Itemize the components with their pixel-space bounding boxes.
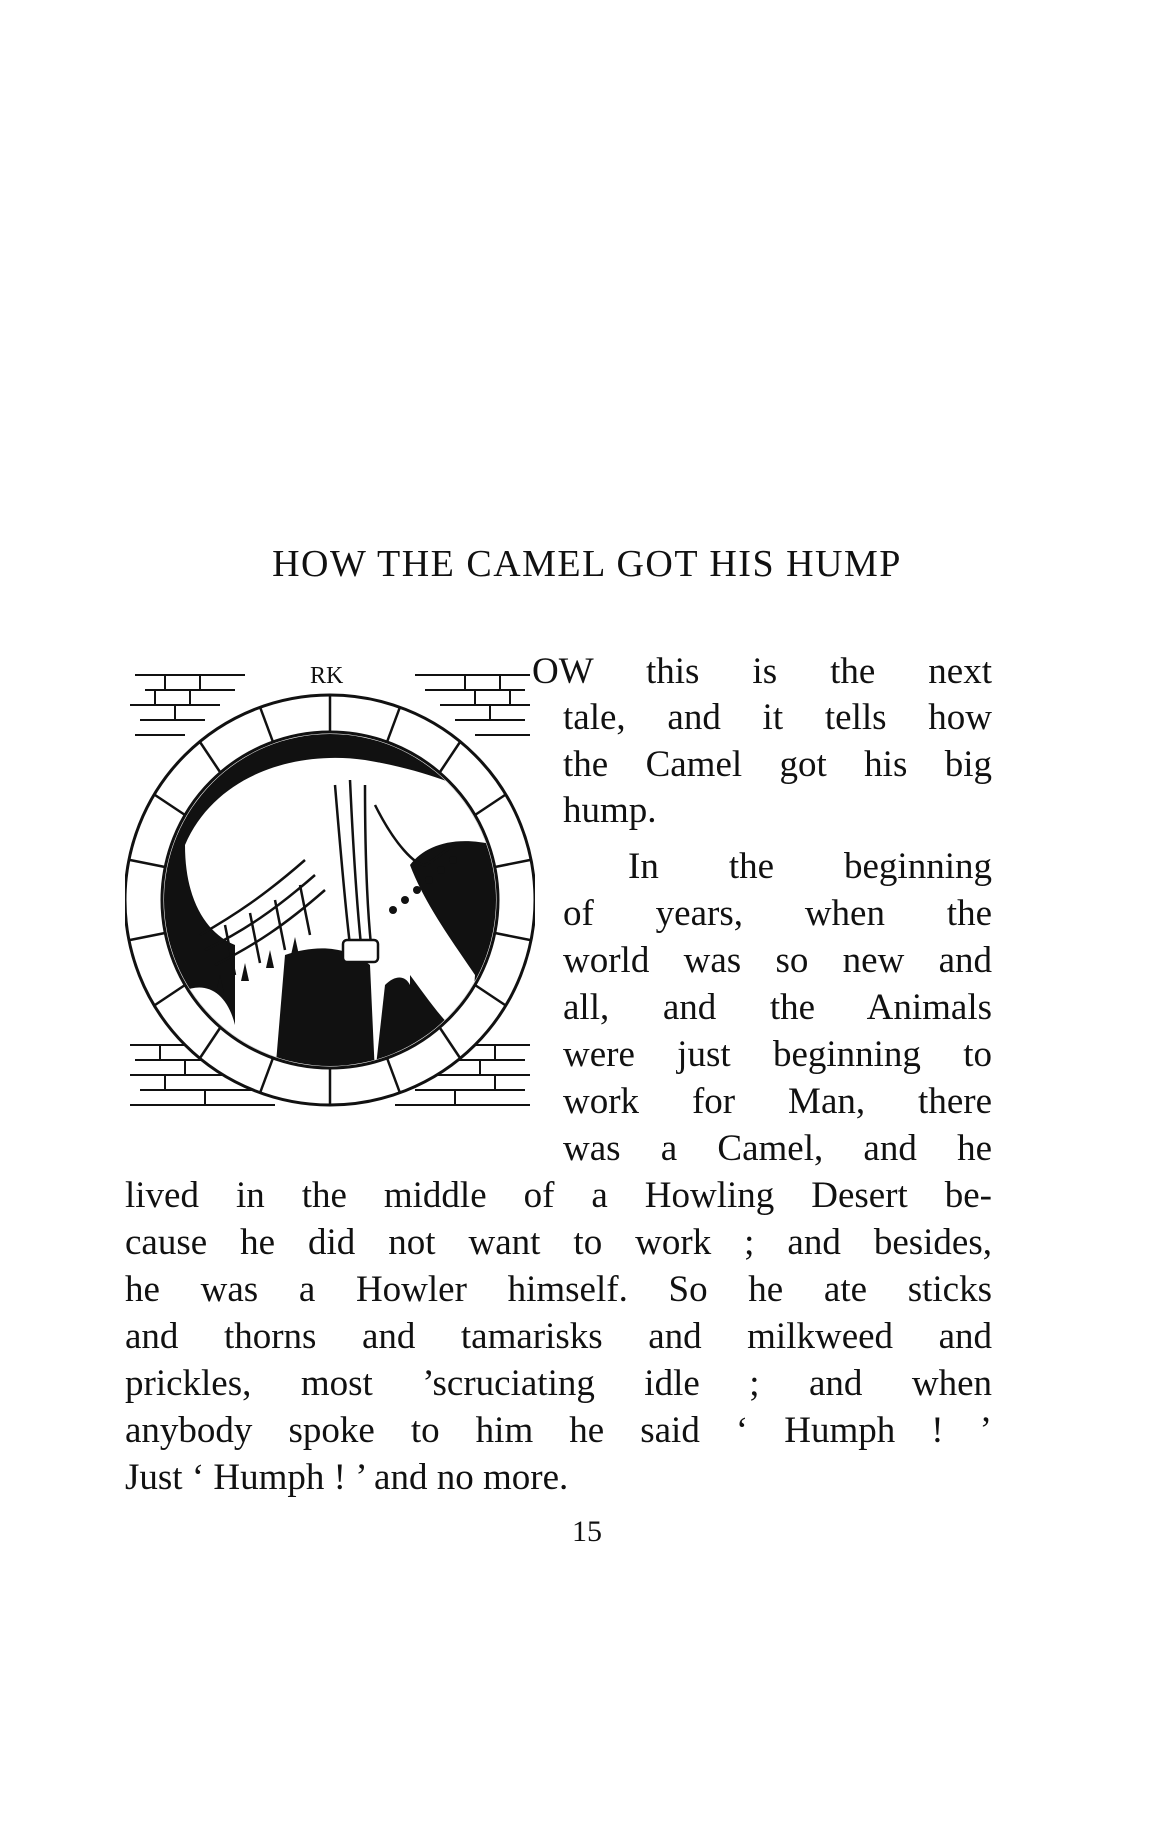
text-line: was a Camel, and he [563, 1128, 992, 1169]
text-line: OW this is the next [532, 651, 992, 692]
text-line: of years, when the [563, 893, 992, 934]
artist-monogram: RK [310, 663, 344, 689]
text-line: anybody spoke to him he said ‘ Humph ! ’ [125, 1410, 992, 1451]
text-line: work for Man, there [563, 1081, 992, 1122]
text-line: prickles, most ’scruciating idle ; and when [125, 1363, 992, 1404]
camel-dropcap-illustration-icon [125, 645, 535, 1140]
text-line: and thorns and tamarisks and milkweed and [125, 1316, 992, 1357]
text-line: cause he did not want to work ; and besides, [125, 1222, 992, 1263]
text-line: the Camel got his big [563, 744, 992, 785]
text-line: lived in the middle of a Howling Desert be- [125, 1175, 992, 1216]
text-line: were just beginning to [563, 1034, 992, 1075]
text-line: world was so new and [563, 940, 992, 981]
text-line: all, and the Animals [563, 987, 992, 1028]
text-line: he was a Howler himself. So he ate sticks [125, 1269, 992, 1310]
text-line: hump. [563, 790, 657, 831]
chapter-title: HOW THE CAMEL GOT HIS HUMP [272, 543, 902, 585]
text-line: tale, and it tells how [563, 697, 992, 738]
page-number: 15 [572, 1515, 602, 1548]
text-line: In the beginning [628, 846, 992, 887]
text-line: Just ‘ Humph ! ’ and no more. [125, 1457, 569, 1498]
